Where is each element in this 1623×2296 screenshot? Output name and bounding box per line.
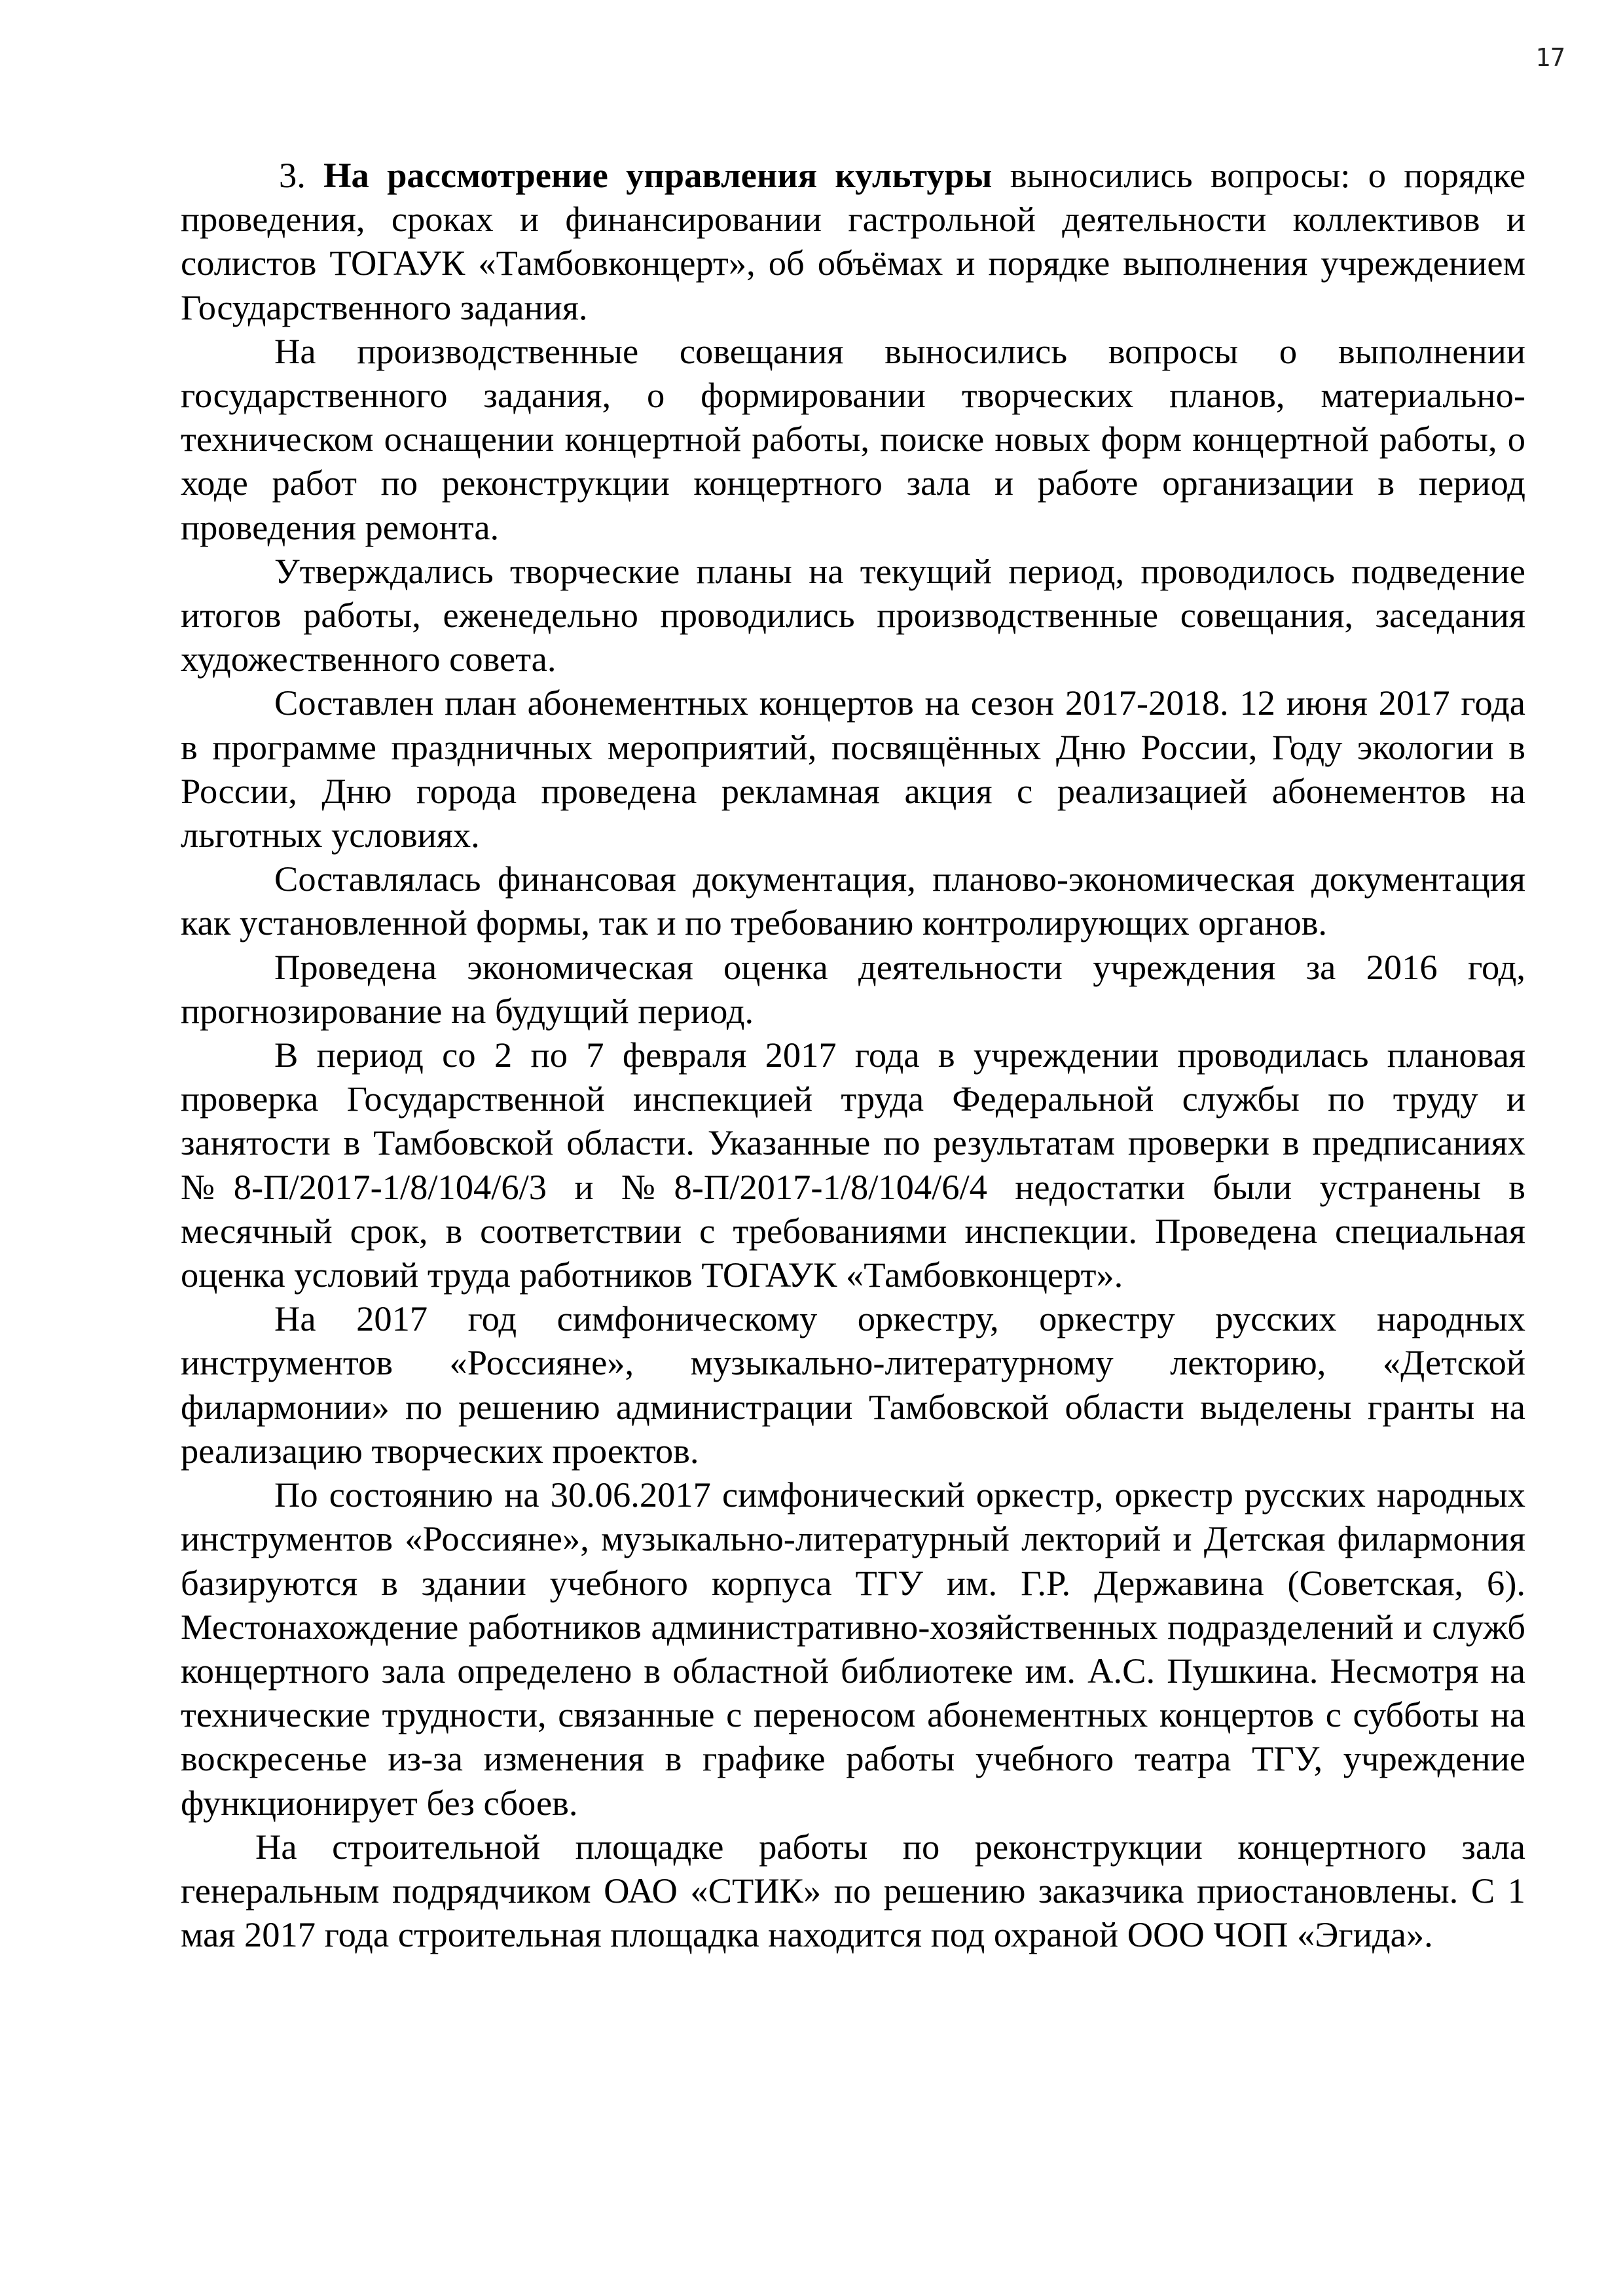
- paragraph-economic-assessment: Проведена экономическая оценка деятельности учреждения за 2016 год, прогнозирование на будущий период.: [181, 946, 1525, 1031]
- bold-heading-text: На рассмотрение управления культуры: [323, 155, 993, 195]
- paragraph-production-meetings: На производственные совещания выносились вопросы о выполнении государственного задания, о формировании творческих планов, материально-техническом оснащении концертной работы, поиске новых форм концертной работы, о ходе работ по реконструкции концертного зала и работе организации в период проведения ремонта.: [181, 331, 1525, 547]
- paragraph-subscription-concerts: Составлен план абонементных концертов на сезон 2017-2018. 12 июня 2017 года в программе праздничных мероприятий, посвящённых Дню России, Году экологии в России, Дню города проведена рекламная акция с реализацией абонементов на льготных условиях.: [181, 683, 1525, 855]
- paragraph-grants: На 2017 год симфоническому оркестру, оркестру русских народных инструментов «Россияне», музыкально-литературному лекторию, «Детской филармонии» по решению администрации Тамбовской области выделены гранты на реализацию творческих проектов.: [181, 1299, 1525, 1471]
- paragraph-creative-plans: Утверждались творческие планы на текущий период, проводилось подведение итогов работы, еженедельно проводились производственные совещания, заседания художественного совета.: [181, 550, 1525, 679]
- paragraph-culture-department: [181, 153, 1525, 329]
- document-body: [181, 153, 1525, 1956]
- paragraph-financial-documentation: Составлялась финансовая документация, планово-экономическая документация как установленной формы, так и по требованию контролирующих органов.: [181, 859, 1525, 943]
- page-number: 17: [1535, 43, 1565, 72]
- paragraph-labor-inspection: В период со 2 по 7 февраля 2017 года в учреждении проводилась плановая проверка Государственной инспекцией труда Федеральной службы по труду и занятости в Тамбовской области. Указанные по результатам проверки в предписаниях №8-П/2017-1/8/104/6/3 и №8-П/2017-1/8/104/6/4 недостатки были устранены в месячный срок, в соответствии с требованиями инспекции. Проведена специальная оценка условий труда работников ТОГАУК «Тамбовконцерт».: [181, 1035, 1525, 1295]
- paragraph-text: выносились вопросы: о порядке проведения, сроках и финансировании гастрольной деятельности коллективов и солистов ТОГАУК «Тамбовконцерт», об объёмах и порядке выполнения учреждением Государственного задания.: [181, 155, 1526, 327]
- paragraph-current-location: По состоянию на 30.06.2017 симфонический оркестр, оркестр русских народных инструментов «Россияне», музыкально-литературный лекторий и Детская филармония базируются в здании учебного корпуса ТГУ им. Г.Р. Державина (Советская, 6). Местонахождение работников административно-хозяйственных подразделений и служб концертного зала определено в областной библиотеке им. А.С. Пушкина. Несмотря на технические трудности, связанные с переносом абонементных концертов с субботы на воскресенье из-за изменения в графике работы учебного театра ТГУ, учреждение функционирует без сбоев.: [181, 1475, 1525, 1823]
- paragraph-number: 3.: [279, 155, 306, 195]
- paragraph-construction-site: На строительной площадке работы по реконструкции концертного зала генеральным подрядчиком ОАО «СТИК» по решению заказчика приостановлены. С 1 мая 2017 года строительная площадка находится под охраной ООО ЧОП «Эгида».: [181, 1826, 1525, 1955]
